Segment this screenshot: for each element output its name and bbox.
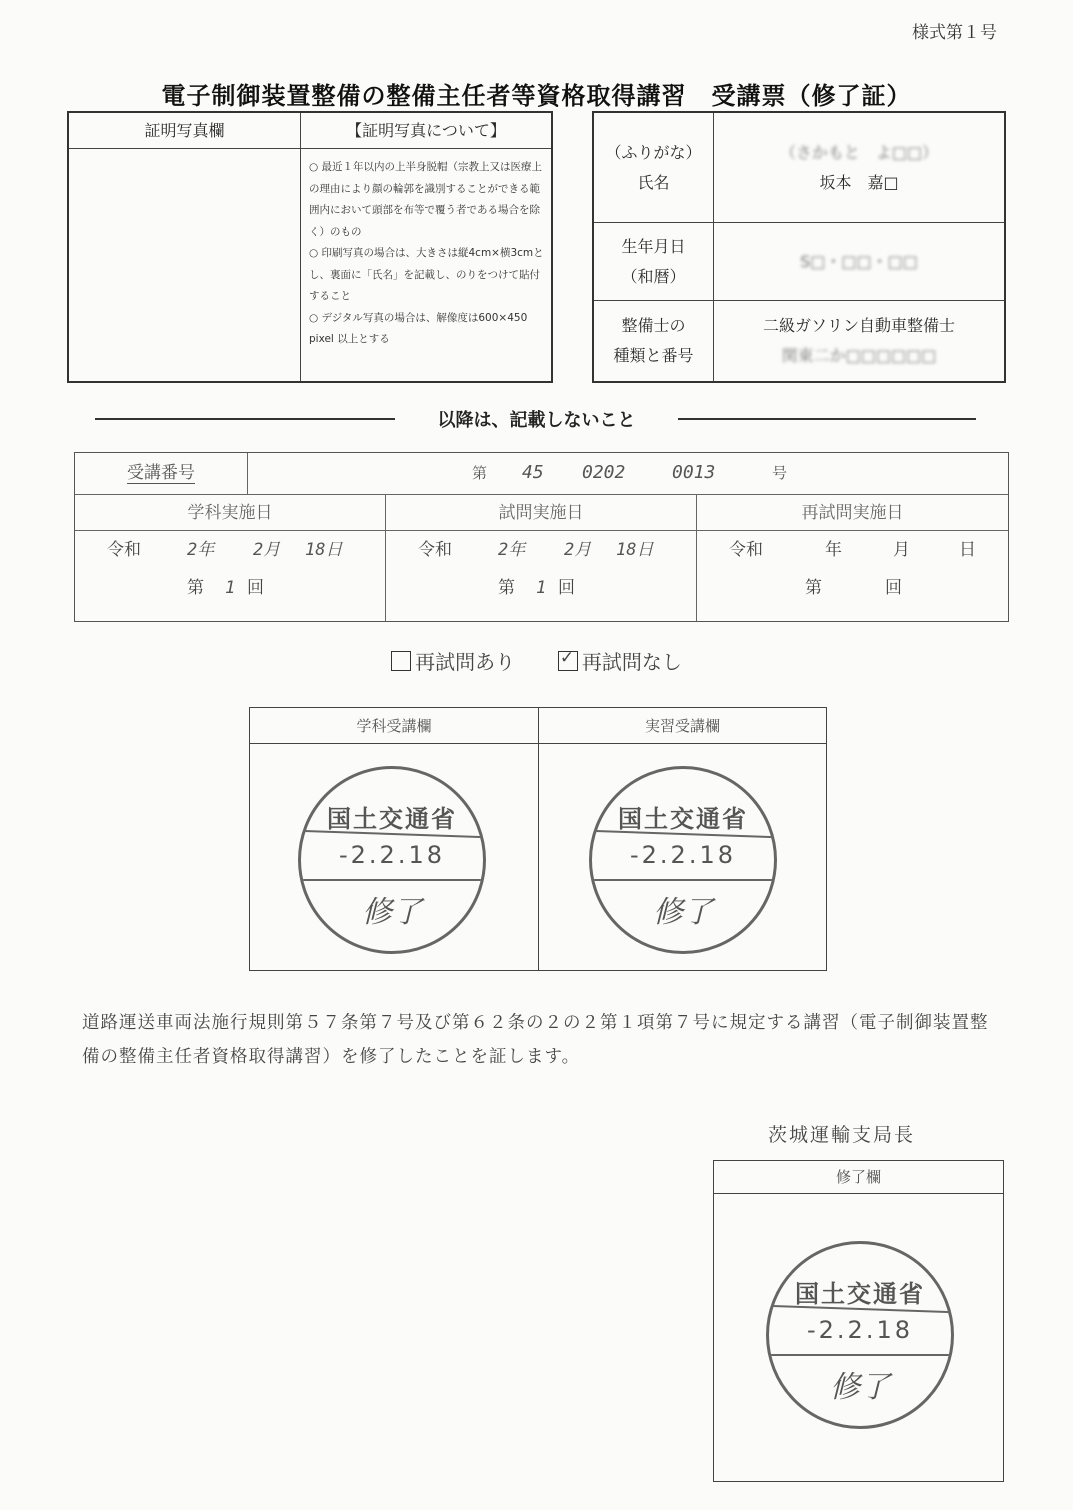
registration-number-row — [75, 453, 1008, 495]
retest-options — [0, 646, 1073, 675]
divider-text: 以降は、記載しないこと — [437, 410, 636, 431]
mechanic-number: 関東二か□□□□□□ — [781, 346, 937, 365]
practical-attendance-cell — [539, 708, 826, 970]
completion-seal: 国土交通省 -2.2.18 修了 — [766, 1241, 954, 1429]
attendance-stamp-box — [249, 707, 827, 971]
registration-number: 第 45 0202 0013 号 — [472, 462, 788, 483]
exam-date-header: 試問実施日 — [386, 495, 697, 530]
document-title: 電子制御装置整備の整備主任者等資格取得講習 受講票（修了証） — [161, 82, 912, 110]
mechanic-row — [594, 301, 1004, 381]
mechanic-label: 整備士の 種類と番号 — [594, 301, 714, 381]
birth-label: 生年月日 （和暦） — [594, 223, 714, 300]
date-headers-row — [75, 495, 1008, 531]
photo-field-header: 証明写真欄 — [69, 113, 301, 149]
academic-date: 令和 2年 2月 18日 第 1 回 — [75, 531, 386, 621]
retest-yes-option[interactable]: 再試問あり — [391, 650, 521, 674]
completion-box — [713, 1160, 1004, 1482]
registration-number-label: 受講番号 — [75, 453, 248, 494]
mechanic-type: 二級ガソリン自動車整備士 — [762, 316, 955, 335]
birth-value: S□・□□・□□ — [800, 251, 918, 271]
applicant-name: 坂本 嘉□ — [819, 172, 899, 192]
photo-notes-header: 【証明写真について】 — [301, 113, 551, 149]
completion-seal: 国土交通省 -2.2.18 修了 — [589, 766, 777, 954]
photo-notes — [309, 157, 545, 377]
exam-date: 令和 2年 2月 18日 第 1 回 — [386, 531, 697, 621]
retest-date-header: 再試問実施日 — [801, 503, 904, 523]
academic-attendance-cell — [250, 708, 539, 970]
mechanic-value — [714, 301, 1004, 381]
photo-note: ○ 印刷写真の場合は、大きさは縦4cm×横3cmとし、裏面に「氏名」を記載し、のりをつけて貼付すること — [309, 247, 544, 302]
photo-note: ○ 最近１年以内の上半身脱帽（宗教上又は医療上の理由により顔の輪郭を識別することができる範囲内において頭部を布等で覆う者である場合を除く）のもの — [309, 161, 542, 238]
academic-date-header: 学科実施日 — [75, 495, 386, 530]
retest-yes-checkbox[interactable] — [391, 651, 411, 671]
retest-no-option[interactable]: ✓ 再試問なし — [559, 648, 682, 674]
photo-section — [67, 111, 553, 383]
retest-date: 令和 年 月 日 第 回 — [729, 540, 976, 598]
name-value — [714, 113, 1004, 222]
retest-no-checkbox[interactable] — [558, 648, 578, 671]
photo-field — [69, 149, 301, 381]
form-number: 様式第１号 — [912, 23, 997, 43]
birth-row — [594, 223, 1004, 301]
furigana-value: （さかもと よ□□） — [779, 142, 939, 162]
completion-seal: 国土交通省 -2.2.18 修了 — [298, 766, 486, 954]
completion-header: 修了欄 — [714, 1161, 1003, 1194]
applicant-info — [592, 111, 1006, 383]
name-label: （ふりがな） 氏名 — [594, 113, 714, 222]
practical-attendance-header: 実習受講欄 — [539, 708, 826, 744]
academic-attendance-header: 学科受講欄 — [250, 708, 538, 744]
issuer-name: 茨城運輸支局長 — [768, 1124, 916, 1146]
check-mark-icon: ✓ — [559, 648, 575, 668]
date-values-row — [75, 531, 1008, 621]
certification-statement: 道路運送車両法施行規則第５７条第７号及び第６２条の２の２第１項第７号に規定する講習（電子制御装置整備の整備主任者資格取得講習）を修了したことを証します。 — [82, 1013, 989, 1067]
name-row — [594, 113, 1004, 223]
photo-note: ○ デジタル写真の場合は、解像度は600×450 pixel 以上とする — [309, 311, 528, 345]
registration-table — [74, 452, 1009, 622]
